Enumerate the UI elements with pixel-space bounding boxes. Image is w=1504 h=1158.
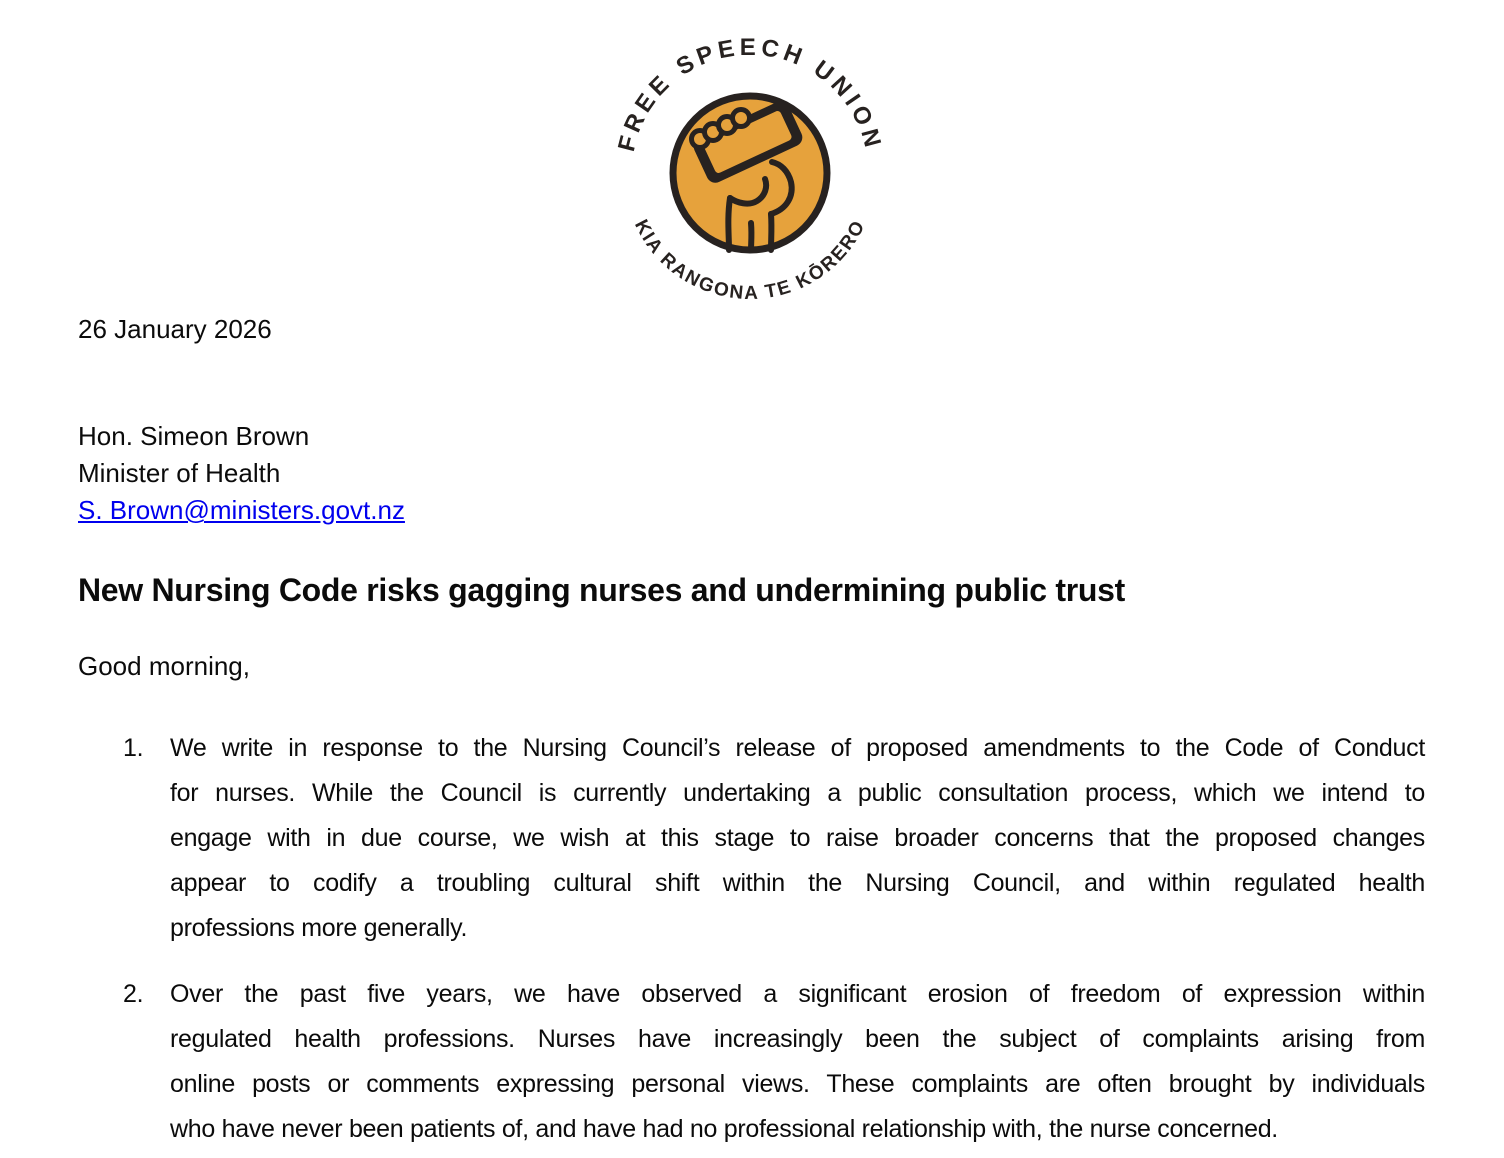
recipient-block [78, 418, 405, 529]
fsu-logo [600, 26, 900, 326]
recipient-title: Minister of Health [78, 458, 281, 488]
paragraph-line: online posts or comments expressing personal views. These complaints are often brought by individuals [170, 1070, 1425, 1098]
paragraph-line: regulated health professions. Nurses have increasingly been the subject of complaints arising from [170, 1025, 1425, 1053]
subject-heading: New Nursing Code risks gagging nurses and undermining public trust [78, 572, 1125, 608]
paragraph-line: for nurses. While the Council is currently undertaking a public consultation process, which we intend to [170, 779, 1425, 807]
logo-arc-bottom-text: KIA RANGONA TE KŌRERO [630, 216, 871, 305]
list-number: 2. [123, 980, 144, 1008]
paragraph-lines [170, 726, 1425, 951]
list-number: 1. [123, 734, 144, 762]
recipient-email-link[interactable]: S. Brown@ministers.govt.nz [78, 495, 405, 525]
numbered-paragraph-1 [123, 726, 1425, 951]
numbered-paragraph-2 [123, 972, 1425, 1152]
paragraph-line: Over the past five years, we have observed a significant erosion of freedom of expression within [170, 980, 1425, 1008]
paragraph-line: We write in response to the Nursing Council’s release of proposed amendments to the Code of Conduct [170, 734, 1425, 762]
paragraph-lines [170, 972, 1425, 1152]
letter-date: 26 January 2026 [78, 314, 272, 344]
paragraph-line: who have never been patients of, and have had no professional relationship with, the nurse concerned. [170, 1115, 1278, 1143]
recipient-name: Hon. Simeon Brown [78, 421, 310, 451]
salutation: Good morning, [78, 651, 250, 681]
logo-arc-top-text: FREE SPEECH UNION [613, 33, 888, 155]
paragraph-line: appear to codify a troubling cultural shift within the Nursing Council, and within regulated health [170, 869, 1425, 897]
paragraph-line: engage with in due course, we wish at this stage to raise broader concerns that the proposed changes [170, 824, 1425, 852]
paragraph-line: professions more generally. [170, 914, 468, 942]
